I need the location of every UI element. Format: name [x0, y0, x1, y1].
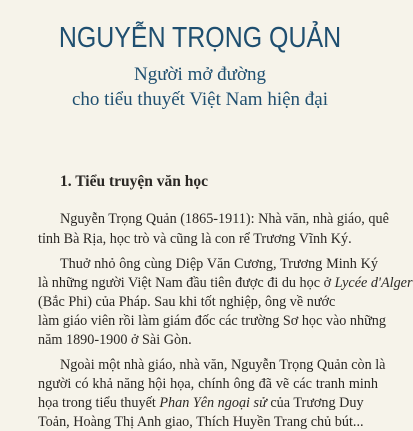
paragraph-3-text-a: họa trong tiểu thuyết	[38, 395, 160, 411]
paragraph-2-line-5: năm 1890-1900 ở Sài Gòn.	[38, 332, 192, 348]
paragraph-3-line-2: người có khả năng hội họa, chính ông đã vẽ các tranh minh	[38, 376, 378, 392]
paragraph-1-line-1: Nguyễn Trọng Quản (1865-1911): Nhà văn, nhà giáo, quê	[60, 211, 389, 227]
paragraph-3-text-b: của Trương Duy	[266, 395, 364, 411]
paragraph-2-line-3: (Bắc Phi) của Pháp. Sau khi tốt nghiệp, ông về nước	[38, 294, 336, 310]
lycee-name: Lycée d'Alger	[334, 275, 413, 291]
subtitle-line-1: Người mở đường	[133, 64, 267, 85]
paragraph-2-line-2	[38, 274, 413, 292]
paragraph-3-line-3	[38, 394, 378, 412]
paragraph-2-line-4: làm giáo viên rồi làm giám đốc các trường Sơ học vào những	[38, 313, 386, 329]
subtitle-line-2: cho tiểu thuyết Việt Nam hiện đại	[72, 89, 328, 110]
section-heading: 1. Tiểu truyện văn học	[60, 173, 208, 190]
paragraph-2-text: là những người Việt Nam đầu tiên được đi du học ở	[38, 275, 335, 291]
paragraph-3-line-4: Toản, Hoàng Thị Anh giao, Thích Huyền Trang chủ bút...	[38, 414, 364, 430]
paragraph-1-line-2: tỉnh Bà Rịa, học trò và cũng là con rể Trương Vĩnh Ký.	[38, 231, 352, 247]
paragraph-3-line-1: Ngoài một nhà giáo, nhà văn, Nguyễn Trọng Quản còn là	[60, 357, 386, 373]
book-title: Phan Yên ngoại sử	[159, 395, 267, 411]
paragraph-2-line-1: Thuở nhỏ ông cùng Diệp Văn Cương, Trương Minh Ký	[60, 256, 378, 272]
page-title: NGUYỄN TRỌNG QUẢN	[58, 22, 342, 54]
